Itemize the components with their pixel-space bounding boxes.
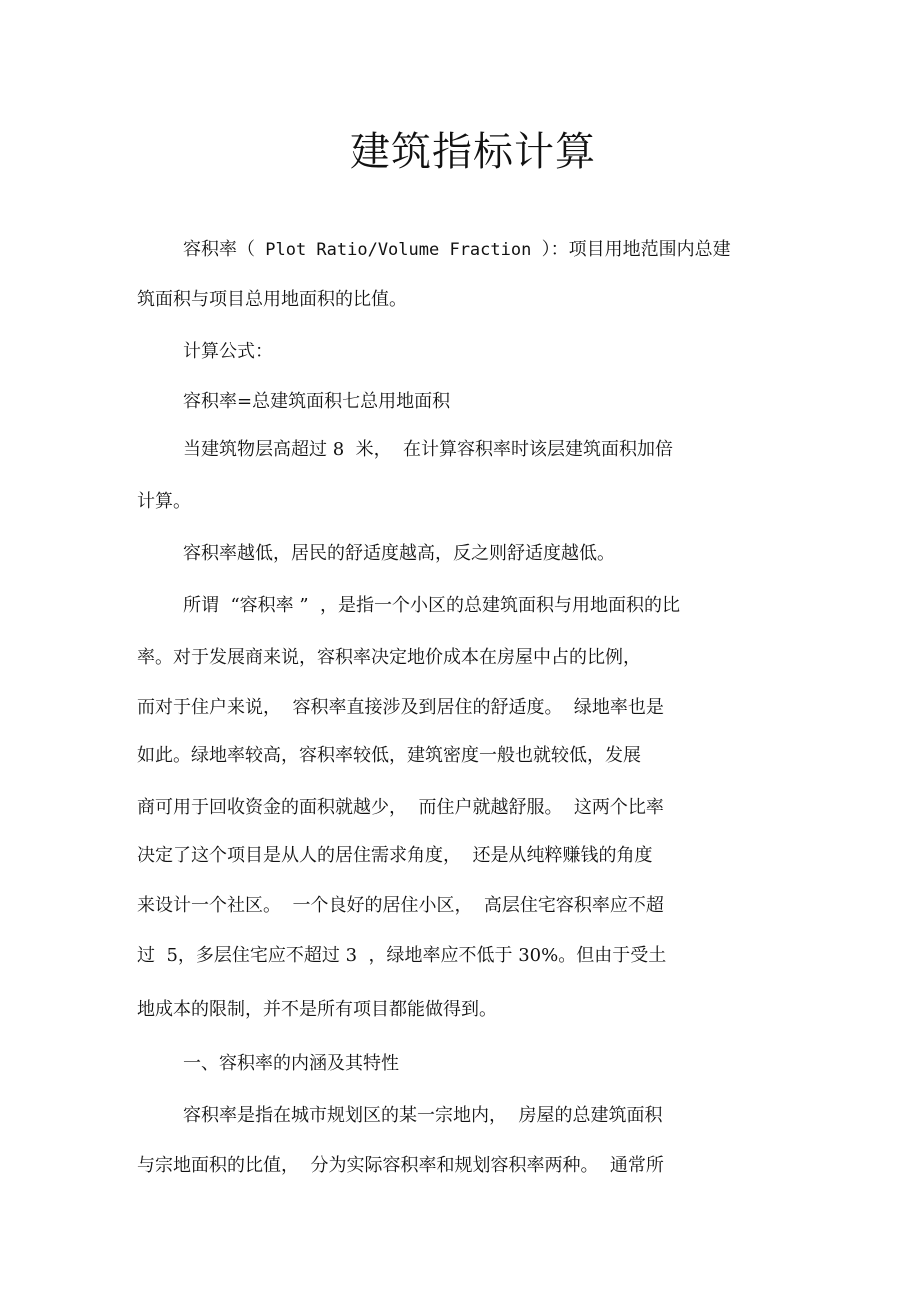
document-title: 建筑指标计算 <box>350 129 596 175</box>
paragraph-floor-height-line-2: 计算。 <box>137 491 191 512</box>
paragraph-comfort: 容积率越低，居民的舒适度越高，反之则舒适度越低。 <box>183 543 615 564</box>
paragraph-connotation-line-2: 与宗地面积的比值， 分为实际容积率和规划容积率两种。 通常所 <box>137 1155 664 1176</box>
paragraph-plot-ratio-line-1 <box>183 237 731 263</box>
paragraph-connotation-line-1: 容积率是指在城市规划区的某一宗地内， 房屋的总建筑面积 <box>183 1105 663 1126</box>
plot-ratio-suffix: ）：项目用地范围内总建 <box>541 239 731 260</box>
formula-label: 计算公式： <box>183 341 273 362</box>
plot-ratio-prefix: 容积率（ <box>183 239 255 260</box>
paragraph-definition-line-9: 地成本的限制，并不是所有项目都能做得到。 <box>137 999 497 1020</box>
paragraph-definition-line-2: 率。对于发展商来说，容积率决定地价成本在房屋中占的比例， <box>137 647 641 668</box>
formula-text: 容积率=总建筑面积七总用地面积 <box>183 391 451 412</box>
paragraph-definition-line-7: 来设计一个社区。 一个良好的居住小区， 高层住宅容积率应不超 <box>137 895 664 916</box>
paragraph-definition-line-5: 商可用于回收资金的面积就越少， 而住户就越舒服。 这两个比率 <box>137 797 664 818</box>
paragraph-definition-line-1: 所谓 “容积率 ” ，是指一个小区的总建筑面积与用地面积的比 <box>183 595 681 616</box>
section-heading: 一、容积率的内涵及其特性 <box>183 1053 399 1074</box>
paragraph-definition-line-4: 如此。绿地率较高，容积率较低，建筑密度一般也就较低，发展 <box>137 745 641 766</box>
paragraph-definition-line-3: 而对于住户来说， 容积率直接涉及到居住的舒适度。 绿地率也是 <box>137 697 664 718</box>
paragraph-definition-line-6: 决定了这个项目是从人的居住需求角度， 还是从纯粹赚钱的角度 <box>137 845 653 866</box>
paragraph-plot-ratio-line-2: 筑面积与项目总用地面积的比值。 <box>137 289 407 310</box>
paragraph-floor-height-line-1: 当建筑物层高超过 8 米， 在计算容积率时该层建筑面积加倍 <box>183 439 674 460</box>
plot-ratio-english-term: Plot Ratio/Volume Fraction <box>255 240 542 260</box>
paragraph-definition-line-8: 过 5，多层住宅应不超过 3 ，绿地率应不低于 30%。但由于受土 <box>137 945 667 966</box>
